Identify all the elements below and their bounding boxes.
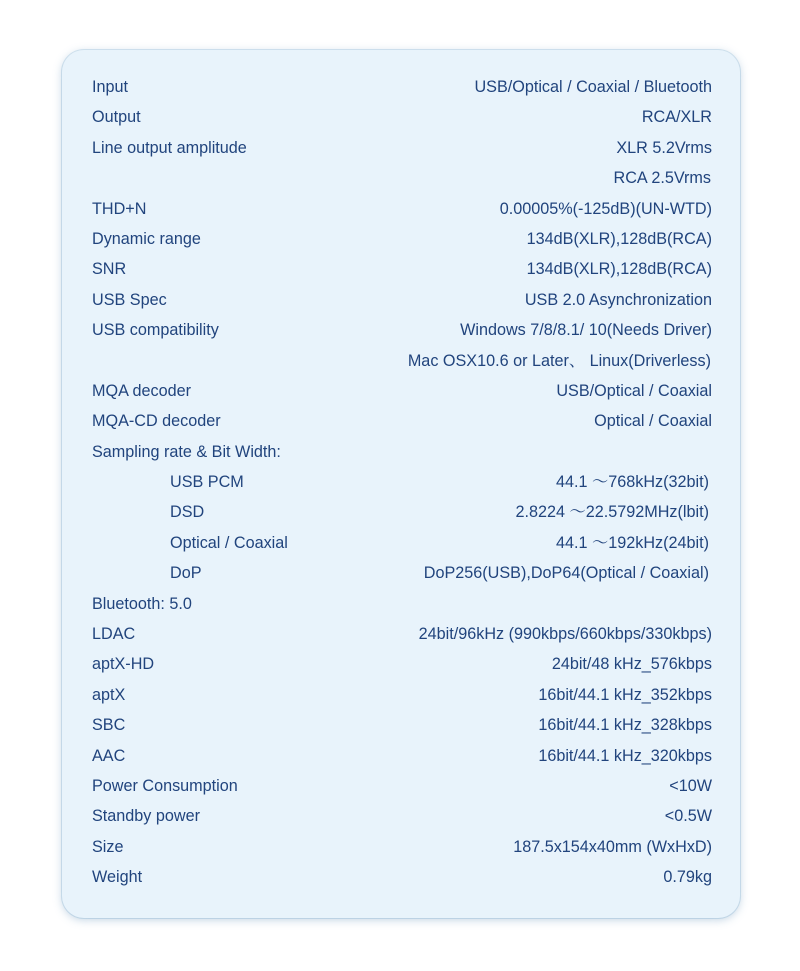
spec-row bbox=[92, 710, 712, 740]
spec-value: USB 2.0 Asynchronization bbox=[524, 290, 712, 309]
spec-row bbox=[92, 680, 712, 710]
spec-value: Windows 7/8/8.1/ 10(Needs Driver) bbox=[460, 321, 712, 340]
spec-value: 134dB(XLR),128dB(RCA) bbox=[526, 229, 712, 248]
spec-sublabel: Optical / Coaxial bbox=[170, 533, 288, 552]
spec-value: 44.1 ～768kHz(32bit) bbox=[556, 473, 709, 492]
spec-row-continuation bbox=[92, 346, 712, 376]
spec-value: 0.79kg bbox=[663, 868, 712, 887]
spec-value: 187.5x154x40mm (WxHxD) bbox=[513, 837, 712, 856]
spec-row bbox=[92, 102, 712, 132]
spec-row bbox=[92, 771, 712, 801]
spec-row bbox=[92, 72, 712, 102]
spec-value: RCA/XLR bbox=[641, 108, 712, 127]
spec-label: Line output amplitude bbox=[92, 138, 247, 157]
spec-label: LDAC bbox=[92, 625, 136, 644]
spec-row bbox=[92, 832, 712, 862]
spec-row bbox=[92, 649, 712, 679]
spec-label: aptX-HD bbox=[92, 655, 155, 674]
spec-value: <0.5W bbox=[664, 807, 712, 826]
spec-subrow bbox=[92, 528, 712, 558]
spec-value: 44.1 ～192kHz(24bit) bbox=[556, 533, 709, 552]
spec-value: 16bit/44.1 kHz_320kbps bbox=[538, 746, 712, 765]
spec-value: 0.00005%(-125dB)(UN-WTD) bbox=[499, 199, 712, 218]
spec-row bbox=[92, 376, 712, 406]
spec-value: <10W bbox=[669, 776, 712, 795]
spec-row bbox=[92, 741, 712, 771]
specifications-list bbox=[92, 72, 712, 893]
spec-label: USB compatibility bbox=[92, 321, 219, 340]
spec-label: MQA-CD decoder bbox=[92, 412, 221, 431]
spec-value: 24bit/96kHz (990kbps/660kbps/330kbps) bbox=[418, 625, 712, 644]
spec-row bbox=[92, 194, 712, 224]
spec-label: Standby power bbox=[92, 807, 200, 826]
spec-value: 24bit/48 kHz_576kbps bbox=[551, 655, 712, 674]
spec-sublabel: DoP bbox=[170, 564, 202, 583]
spec-value: Mac OSX10.6 or Later、 Linux(Driverless) bbox=[407, 351, 711, 370]
spec-value: 2.8224 ～22.5792MHz(lbit) bbox=[515, 503, 709, 522]
spec-value: 16bit/44.1 kHz_328kbps bbox=[538, 716, 712, 735]
spec-value: USB/Optical / Coaxial bbox=[556, 381, 712, 400]
spec-subrow bbox=[92, 467, 712, 497]
spec-label: Bluetooth: 5.0 bbox=[92, 594, 192, 613]
spec-label: Weight bbox=[92, 868, 143, 887]
spec-subrow bbox=[92, 497, 712, 527]
spec-label: aptX bbox=[92, 685, 126, 704]
spec-value: XLR 5.2Vrms bbox=[616, 138, 712, 157]
spec-row bbox=[92, 315, 712, 345]
spec-value: USB/Optical / Coaxial / Bluetooth bbox=[474, 78, 712, 96]
spec-label: USB Spec bbox=[92, 290, 167, 309]
specifications-card bbox=[62, 50, 740, 918]
spec-row bbox=[92, 133, 712, 163]
spec-subrow bbox=[92, 558, 712, 588]
spec-label: MQA decoder bbox=[92, 381, 191, 400]
spec-section-heading bbox=[92, 437, 712, 467]
spec-row bbox=[92, 285, 712, 315]
spec-label: THD+N bbox=[92, 199, 147, 218]
spec-row bbox=[92, 801, 712, 831]
spec-label: SNR bbox=[92, 260, 127, 279]
spec-row bbox=[92, 406, 712, 436]
spec-row-continuation bbox=[92, 163, 712, 193]
spec-value: DoP256(USB),DoP64(Optical / Coaxial) bbox=[423, 564, 709, 583]
spec-sublabel: DSD bbox=[170, 503, 205, 522]
spec-label: AAC bbox=[92, 746, 126, 765]
spec-row bbox=[92, 862, 712, 892]
spec-label: Dynamic range bbox=[92, 229, 201, 248]
spec-label: Sampling rate & Bit Width: bbox=[92, 442, 281, 461]
spec-row bbox=[92, 619, 712, 649]
spec-label: Power Consumption bbox=[92, 776, 238, 795]
spec-sublabel: USB PCM bbox=[170, 473, 244, 492]
spec-label: Output bbox=[92, 108, 141, 127]
spec-row bbox=[92, 224, 712, 254]
spec-value: Optical / Coaxial bbox=[594, 412, 712, 431]
spec-value: 134dB(XLR),128dB(RCA) bbox=[526, 260, 712, 279]
spec-label: Input bbox=[92, 78, 129, 96]
spec-value: RCA 2.5Vrms bbox=[613, 169, 711, 188]
spec-label: Size bbox=[92, 837, 124, 856]
spec-section-heading bbox=[92, 589, 712, 619]
spec-label: SBC bbox=[92, 716, 126, 735]
spec-row bbox=[92, 254, 712, 284]
spec-value: 16bit/44.1 kHz_352kbps bbox=[538, 685, 712, 704]
